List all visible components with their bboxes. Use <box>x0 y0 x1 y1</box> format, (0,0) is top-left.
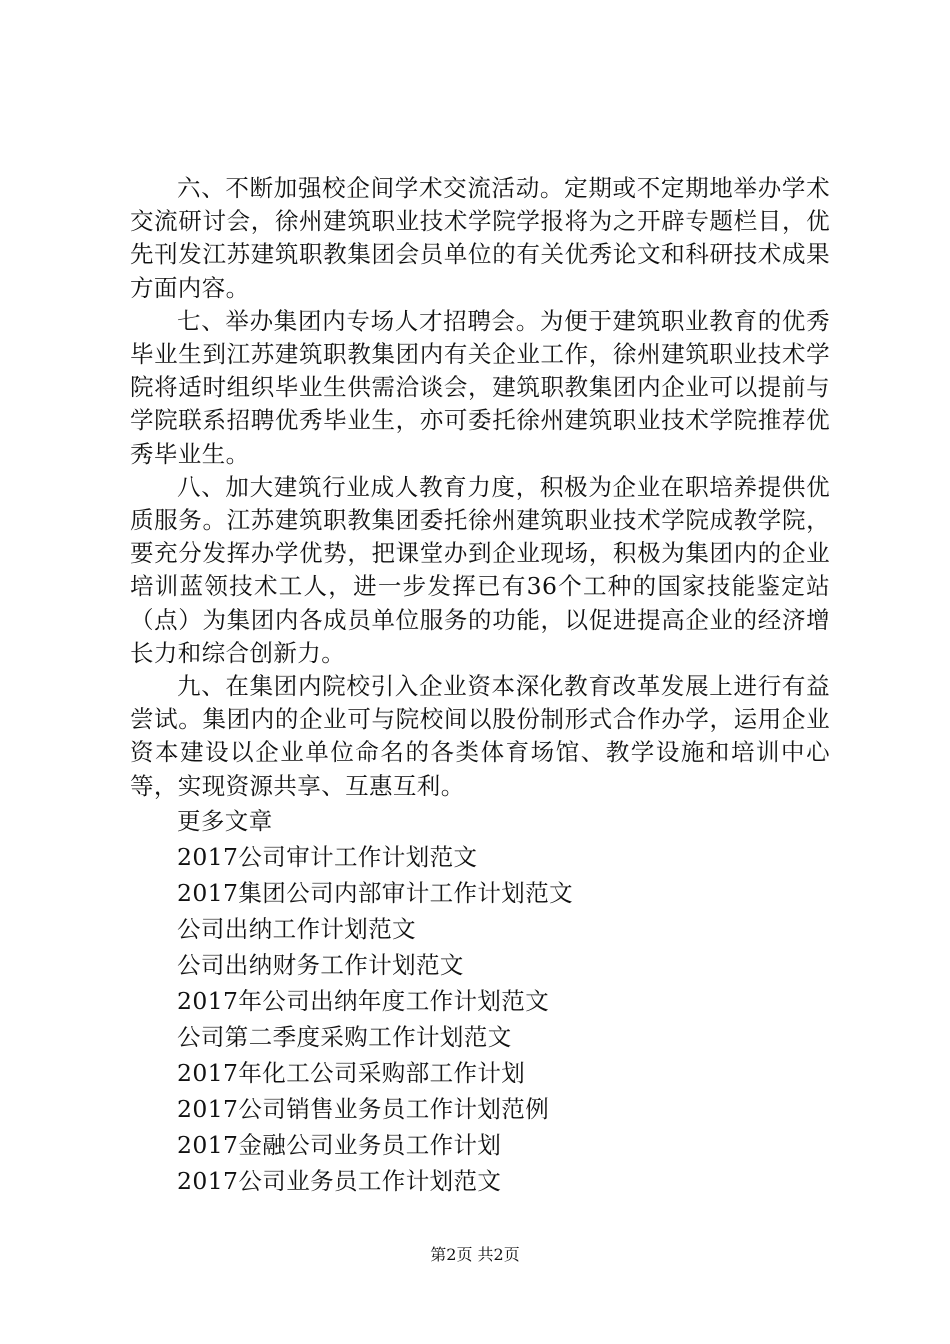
article-link[interactable]: 2017金融公司业务员工作计划 <box>177 1130 502 1159</box>
article-link[interactable]: 2017公司业务员工作计划范文 <box>177 1166 502 1195</box>
article-link[interactable]: 2017年化工公司采购部工作计划 <box>177 1058 526 1087</box>
article-link[interactable]: 公司第二季度采购工作计划范文 <box>177 1022 512 1051</box>
article-link[interactable]: 2017年公司出纳年度工作计划范文 <box>177 986 550 1015</box>
article-link[interactable]: 2017公司审计工作计划范文 <box>177 842 478 871</box>
paragraph-eight: 八、加大建筑行业成人教育力度，积极为企业在职培养提供优质服务。江苏建筑职教集团委托徐州建筑职业技术学院成教学院，要充分发挥办学优势，把课堂办到企业现场，积极为集团内的企业培训蓝领技术工人，进一步发挥已有36个工种的国家技能鉴定站（点）为集团内各成员单位服务的功能，以促进提高企业的经济增长力和综合创新力。 <box>130 472 830 667</box>
paragraph-nine: 九、在集团内院校引入企业资本深化教育改革发展上进行有益尝试。集团内的企业可与院校间以股份制形式合作办学，运用企业资本建设以企业单位命名的各类体育场馆、教学设施和培训中心等，实现资源共享、互惠互利。 <box>130 672 830 800</box>
article-link[interactable]: 2017公司销售业务员工作计划范例 <box>177 1094 550 1123</box>
more-articles-list <box>130 839 830 1199</box>
paragraph-seven: 七、举办集团内专场人才招聘会。为便于建筑职业教育的优秀毕业生到江苏建筑职教集团内有关企业工作，徐州建筑职业技术学院将适时组织毕业生供需洽谈会，建筑职教集团内企业可以提前与学院联系招聘优秀毕业生，亦可委托徐州建筑职业技术学院推荐优秀毕业生。 <box>130 306 830 468</box>
document-body <box>130 172 830 1199</box>
paragraph-six: 六、不断加强校企间学术交流活动。定期或不定期地举办学术交流研讨会，徐州建筑职业技术学院学报将为之开辟专题栏目，优先刊发江苏建筑职教集团会员单位的有关优秀论文和科研技术成果方面内容。 <box>130 174 830 302</box>
article-link[interactable]: 公司出纳财务工作计划范文 <box>177 950 464 979</box>
article-link[interactable]: 公司出纳工作计划范文 <box>177 914 416 943</box>
page-number-footer: 第2页 共2页 <box>430 1245 520 1264</box>
article-link[interactable]: 2017集团公司内部审计工作计划范文 <box>177 878 574 907</box>
more-articles-heading: 更多文章 <box>177 806 273 835</box>
